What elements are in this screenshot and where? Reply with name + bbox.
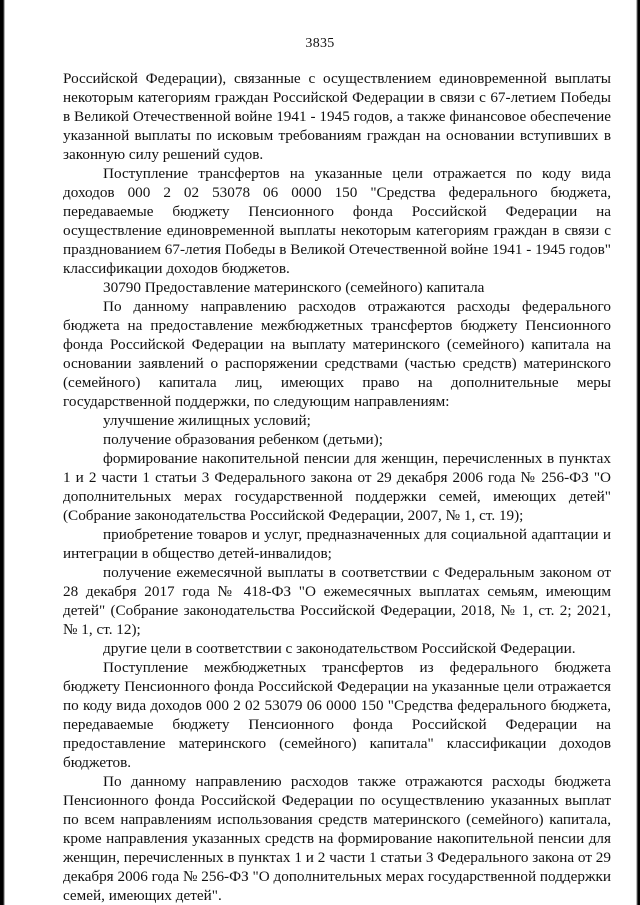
paragraph-continuation: Российской Федерации), связанные с осуществлением единовременной выплаты некоторым категориям граждан Российской Федерации в связи с 67-летием Победы в Великой Отечественной войне 1941 - 1945 годов, а также финансовое обеспечение указанной выплаты по исковым требованиям граждан на основании вступивших в законную силу решений судов. [63,70,611,163]
list-item-monthly-payment: получение ежемесячной выплаты в соответствии с Федеральным законом от 28 декабря 2017 года № 418-ФЗ "О ежемесячных выплатах семьям, имеющим детей" (Собрание законодательства Российской Федерации, 2018, № 1, ст. 2; 2021, № 1, ст. 12); [63,564,611,638]
paragraph-directions-intro: По данному направлению расходов отражаются расходы федерального бюджета на предоставление межбюджетных трансфертов бюджету Пенсионного фонда Российской Федерации на выплату материнского (семейного) капитала на основании заявлений о распоряжении средствами (частью средств) материнского (семейного) капитала лиц, имеющих право на дополнительные меры государственной поддержки, по следующим направлениям: [63,298,611,410]
list-item-education: получение образования ребенком (детьми); [103,431,383,448]
paragraph-income-code: Поступление межбюджетных трансфертов из федерального бюджета бюджету Пенсионного фонда Российской Федерации на указанные цели отражается по коду вида доходов 000 2 02 53079 06 0000 150 "Средства федерального бюджета, передаваемые бюджету Пенсионного фонда Российской Федерации на предоставление материнского (семейного) капитала" классификации доходов бюджетов. [63,659,611,771]
section-heading-30790: 30790 Предоставление материнского (семейного) капитала [103,279,485,296]
list-item-housing: улучшение жилищных условий; [103,412,311,429]
list-item-other-purposes: другие цели в соответствии с законодательством Российской Федерации. [103,640,576,657]
page-number: 3835 [305,36,335,51]
scan-right-edge [636,0,640,905]
scan-left-edge [0,0,5,905]
document-body [63,69,611,905]
list-item-pension: формирование накопительной пенсии для женщин, перечисленных в пунктах 1 и 2 части 1 статьи 3 Федерального закона от 29 декабря 2006 года № 256-ФЗ "О дополнительных мерах государственной поддержки семей, имеющих детей" (Собрание законодательства Российской Федерации, 2007, № 1, ст. 19); [63,450,611,524]
paragraph-transfers-code: Поступление трансфертов на указанные цели отражается по коду вида доходов 000 2 02 53078 06 0000 150 "Средства федерального бюджета, передаваемые бюджету Пенсионного фонда Российской Федерации на осуществление единовременной выплаты некоторым категориям граждан в связи с празднованием 67-летия Победы в Великой Отечественной войне 1941 - 1945 годов" классификации доходов бюджетов. [63,165,611,277]
list-item-disabled-children: приобретение товаров и услуг, предназначенных для социальной адаптации и интеграции в общество детей-инвалидов; [63,526,611,562]
paragraph-fund-expenses: По данному направлению расходов также отражаются расходы бюджета Пенсионного фонда Российской Федерации по осуществлению указанных выплат по всем направлениям использования средств материнского (семейного) капитала, кроме направления указанных средств на формирование накопительной пенсии для женщин, перечисленных в пунктах 1 и 2 части 1 статьи 3 Федерального закона от 29 декабря 2006 года № 256-ФЗ "О дополнительных мерах государственной поддержки семей, имеющих детей". [63,773,611,904]
